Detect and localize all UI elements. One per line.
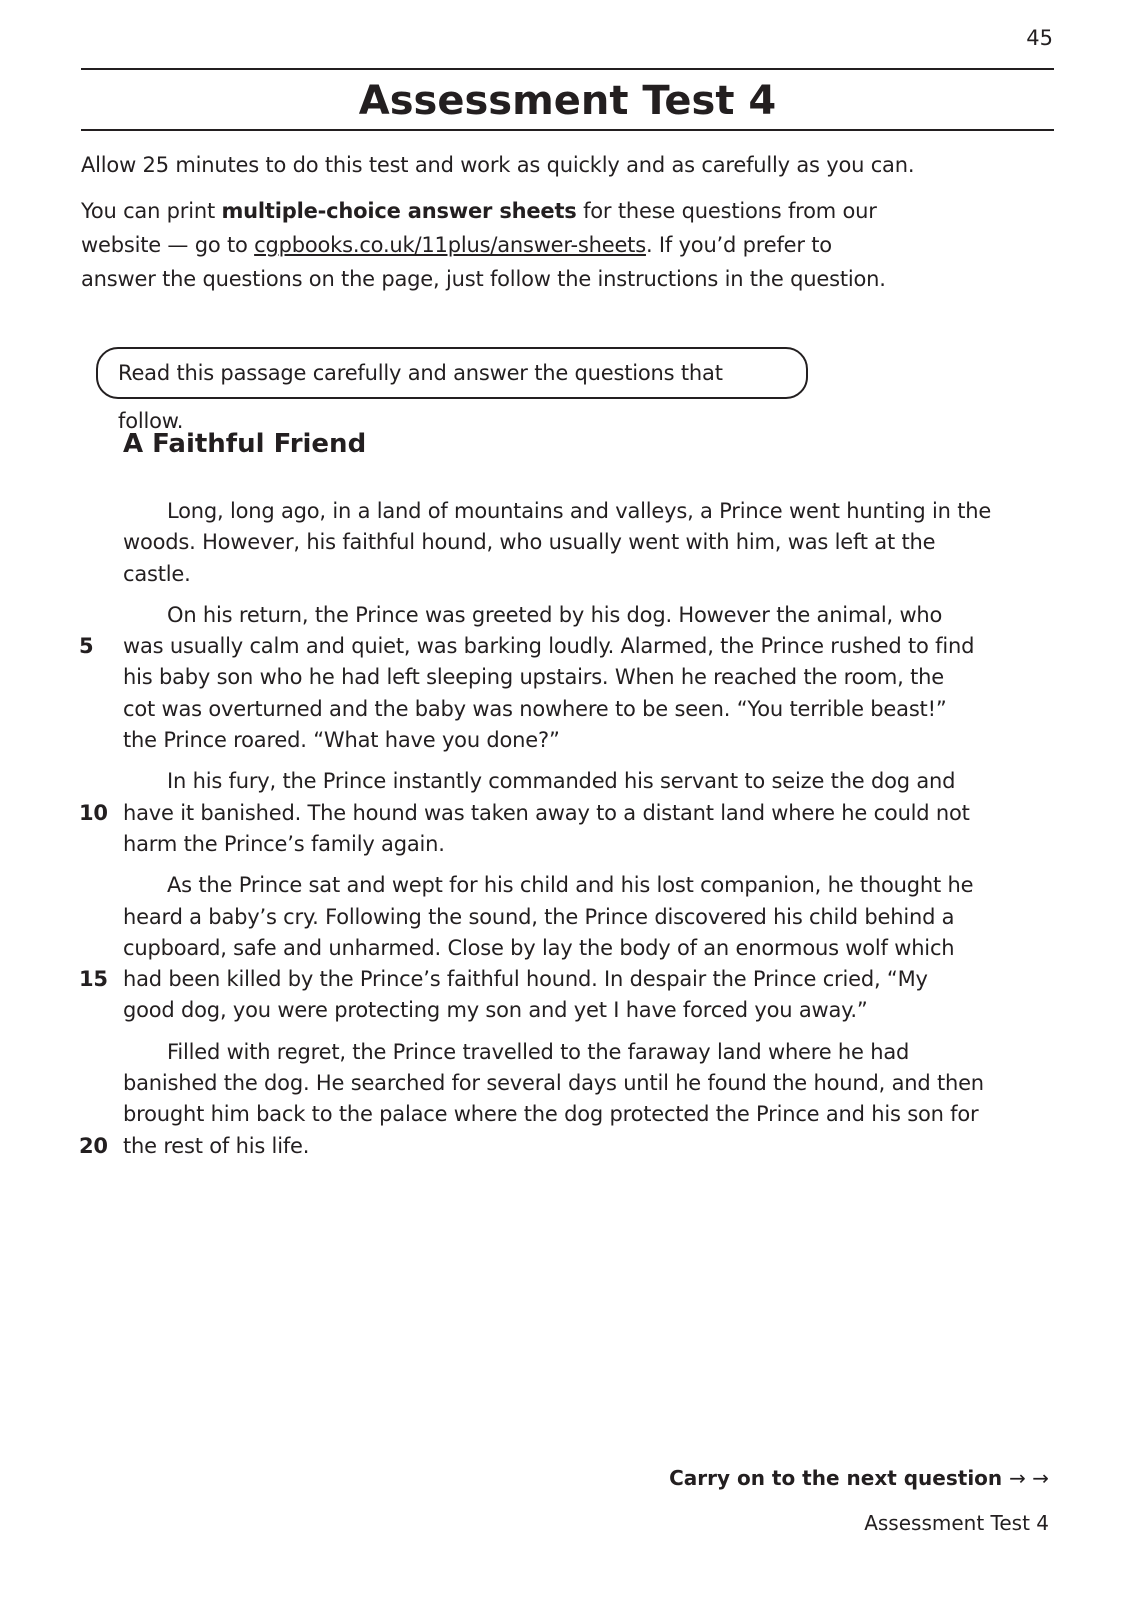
passage-line (123, 995, 991, 1026)
line-number: 15 (79, 967, 108, 992)
passage-line (123, 559, 991, 590)
passage-line (123, 496, 991, 527)
passage-line (79, 1131, 991, 1162)
footer-test-label: Assessment Test 4 (864, 1511, 1049, 1535)
passage-line-text: In his fury, the Prince instantly commanded his servant to seize the dog and (167, 769, 956, 794)
passage-title: A Faithful Friend (123, 429, 367, 459)
passage-line-text: As the Prince sat and wept for his child and his lost companion, he thought he (167, 873, 974, 898)
website-text-pre: website — go to (81, 233, 255, 257)
passage-paragraph (79, 1037, 991, 1162)
passage-line-text: harm the Prince’s family again. (123, 831, 445, 856)
carry-on-note (669, 1463, 1049, 1493)
line-number: 5 (79, 634, 94, 659)
website-line (81, 228, 1021, 262)
passage-line-text: had been killed by the Prince’s faithful hound. In despair the Prince cried, “My (123, 967, 928, 992)
page-answer-line: answer the questions on the page, just follow the instructions in the question. (81, 267, 886, 291)
passage-line-text: On his return, the Prince was greeted by his dog. However the animal, who (167, 602, 943, 627)
time-instruction: Allow 25 minutes to do this test and work as quickly and as carefully as you can. (81, 153, 915, 177)
title-bottom-rule (81, 129, 1054, 131)
passage-line (123, 933, 991, 964)
passage-line-text: the rest of his life. (123, 1133, 310, 1158)
passage-line (123, 694, 991, 725)
passage-line-text: castle. (123, 561, 191, 586)
answer-sheet-bold: multiple-choice answer sheets (221, 199, 577, 223)
passage-line (79, 631, 991, 662)
passage-paragraph (79, 870, 991, 1026)
passage-line (123, 829, 991, 860)
passage-line-text: heard a baby’s cry. Following the sound, the Prince discovered his child behind a (123, 904, 955, 929)
passage-line-text: have it banished. The hound was taken away to a distant land where he could not (123, 800, 970, 825)
next-arrows-icon: → → (1009, 1466, 1049, 1490)
answer-sheet-instructions (81, 194, 1021, 296)
passage-line (123, 902, 991, 933)
passage-line-text: cot was overturned and the baby was nowhere to be seen. “You terrible beast!” (123, 696, 947, 721)
passage-line (123, 662, 991, 693)
line-number: 10 (79, 800, 108, 825)
passage-paragraph (79, 600, 991, 756)
page-number: 45 (1026, 26, 1053, 50)
passage-line (123, 600, 991, 631)
passage-line (79, 798, 991, 829)
passage-line-text: banished the dog. He searched for several days until he found the hound, and then (123, 1071, 984, 1096)
passage-line-text: Long, long ago, in a land of mountains and valleys, a Prince went hunting in the (167, 499, 992, 523)
answer-sheets-link[interactable]: cgpbooks.co.uk/11plus/answer-sheets (254, 233, 646, 257)
website-text-post: . If you’d prefer to (645, 233, 832, 257)
passage-line-text: cupboard, safe and unharmed. Close by lay the body of an enormous wolf which (123, 935, 955, 960)
answer-sheet-text-pre: You can print (81, 199, 222, 223)
passage-line (123, 1099, 991, 1130)
carry-on-label: Carry on to the next question (669, 1466, 1003, 1490)
answer-sheet-text-post: for these questions from our (576, 199, 877, 223)
passage-line-text: the Prince roared. “What have you done?” (123, 728, 560, 753)
passage-line (123, 725, 991, 756)
passage-line (123, 1068, 991, 1099)
passage-line (123, 870, 991, 901)
passage-line-text: his baby son who he had left sleeping upstairs. When he reached the room, the (123, 665, 944, 690)
passage-body (79, 496, 992, 1172)
passage-paragraph (79, 766, 991, 860)
passage-line-text: woods. However, his faithful hound, who usually went with him, was left at the (123, 530, 936, 555)
passage-line-text: good dog, you were protecting my son and yet I have forced you away.” (123, 998, 868, 1023)
passage-line-text: Filled with regret, the Prince travelled to the faraway land where he had (167, 1039, 910, 1064)
page-title: Assessment Test 4 (358, 78, 777, 124)
passage-line (123, 1037, 991, 1068)
answer-sheet-line (81, 194, 1021, 228)
passage-paragraph (123, 496, 991, 590)
passage-line (123, 527, 991, 558)
line-number: 20 (79, 1133, 108, 1158)
title-top-rule (81, 68, 1054, 70)
passage-instruction-box: Read this passage carefully and answer the questions that follow. (96, 347, 808, 399)
passage-line-text: brought him back to the palace where the dog protected the Prince and his son for (123, 1102, 979, 1127)
passage-line (79, 964, 991, 995)
passage-line-text: was usually calm and quiet, was barking loudly. Alarmed, the Prince rushed to find (123, 634, 975, 659)
passage-line (123, 766, 991, 797)
